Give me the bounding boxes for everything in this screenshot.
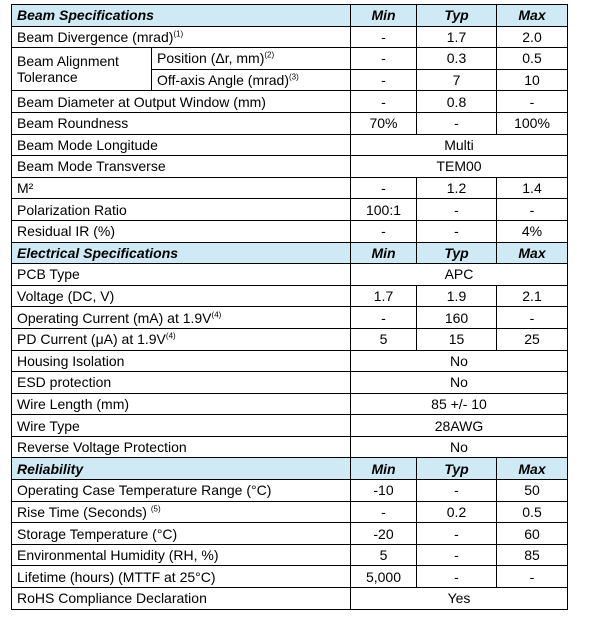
table-row — [12, 26, 568, 48]
table-row — [12, 285, 568, 307]
row-label: Wire Length (mm) — [12, 393, 351, 415]
cell-max: 50 — [497, 480, 568, 502]
section-title: Electrical Specifications — [12, 242, 351, 264]
cell-min: - — [351, 177, 417, 199]
table-row — [12, 588, 568, 610]
cell-min: - — [351, 220, 417, 242]
section-title: Beam Specifications — [12, 5, 351, 27]
row-label: Polarization Ratio — [12, 199, 351, 221]
col-max-header: Max — [497, 458, 568, 480]
cell-min: - — [351, 26, 417, 48]
row-label: Beam Diameter at Output Window (mm) — [12, 91, 351, 113]
table-row — [12, 480, 568, 502]
table-row — [12, 544, 568, 566]
footnote-ref: (1) — [173, 29, 184, 39]
cell-min: - — [351, 91, 417, 113]
cell-typ: - — [417, 523, 497, 545]
col-typ-header: Typ — [417, 242, 497, 264]
table-row — [12, 91, 568, 113]
row-label: PD Current (μA) at $1.9V^{(4)}$ — [12, 328, 351, 350]
cell-typ: 7 — [417, 69, 497, 91]
cell-max: 2.0 — [497, 26, 568, 48]
table-row — [12, 372, 568, 394]
row-label: Beam Mode Transverse — [12, 156, 351, 178]
beam-spec-header — [12, 5, 568, 27]
cell-value: TEM00 — [351, 156, 568, 178]
table-row — [12, 501, 568, 523]
cell-max: 60 — [497, 523, 568, 545]
cell-min: 70% — [351, 112, 417, 134]
cell-min: - — [351, 307, 417, 329]
table-row — [12, 523, 568, 545]
row-label: PCB Type — [12, 264, 351, 286]
table-row — [12, 307, 568, 329]
cell-typ: - — [417, 199, 497, 221]
table-row — [12, 350, 568, 372]
footnote-ref: (5) — [150, 504, 161, 514]
section-title: Reliability — [12, 458, 351, 480]
footnote-ref: (4) — [211, 309, 222, 319]
cell-typ: 1.9 — [417, 285, 497, 307]
row-label: ESD protection — [12, 372, 351, 394]
table-row — [12, 264, 568, 286]
footnote-ref: (2) — [264, 50, 275, 60]
table-row — [12, 156, 568, 178]
col-typ-header: Typ — [417, 458, 497, 480]
row-label: Storage Temperature (°C) — [12, 523, 351, 545]
cell-max: 85 — [497, 544, 568, 566]
row-label: Operating Current (mA) at $1.9V^{(4)}$ — [12, 307, 351, 329]
cell-typ: - — [417, 566, 497, 588]
cell-min: 5 — [351, 544, 417, 566]
cell-min: 1.7 — [351, 285, 417, 307]
cell-value: No — [351, 372, 568, 394]
row-label: Beam Roundness — [12, 112, 351, 134]
cell-value: Multi — [351, 134, 568, 156]
cell-value: Yes — [351, 588, 568, 610]
cell-min: -20 — [351, 523, 417, 545]
cell-typ: - — [417, 544, 497, 566]
row-label: Operating Case Temperature Range (°C) — [12, 480, 351, 502]
cell-min: -10 — [351, 480, 417, 502]
table-row — [12, 220, 568, 242]
row-label: Lifetime (hours) (MTTF at 25°C) — [12, 566, 351, 588]
col-max-header: Max — [497, 5, 568, 27]
cell-typ: 1.2 — [417, 177, 497, 199]
row-label: Reverse Voltage Protection — [12, 436, 351, 458]
table-row — [12, 112, 568, 134]
cell-min: - — [351, 48, 417, 70]
row-label: Wire Type — [12, 415, 351, 437]
cell-max: - — [497, 91, 568, 113]
row-label: Environmental Humidity (RH, %) — [12, 544, 351, 566]
row-label: Rise Time (Seconds) $^{(5)}$ — [12, 501, 351, 523]
cell-max: 4% — [497, 220, 568, 242]
cell-max: 1.4 — [497, 177, 568, 199]
cell-typ: - — [417, 220, 497, 242]
cell-max: - — [497, 199, 568, 221]
col-min-header: Min — [351, 242, 417, 264]
table-row — [12, 566, 568, 588]
cell-min: 100:1 — [351, 199, 417, 221]
cell-typ: 15 — [417, 328, 497, 350]
table-row — [12, 415, 568, 437]
table-row — [12, 199, 568, 221]
row-label: M² — [12, 177, 351, 199]
row-group-label: Beam Alignment Tolerance — [12, 48, 152, 91]
col-min-header: Min — [351, 5, 417, 27]
cell-value: 28AWG — [351, 415, 568, 437]
row-label: Residual IR (%) — [12, 220, 351, 242]
cell-min: 5,000 — [351, 566, 417, 588]
row-label: Beam Mode Longitude — [12, 134, 351, 156]
cell-max: 25 — [497, 328, 568, 350]
table-row — [12, 134, 568, 156]
cell-typ: 160 — [417, 307, 497, 329]
cell-max: 0.5 — [497, 501, 568, 523]
cell-typ: 1.7 — [417, 26, 497, 48]
spec-table — [11, 4, 568, 610]
row-label: Off-axis Angle (mrad)$^{(3)}$ — [152, 69, 351, 91]
cell-max: 0.5 — [497, 48, 568, 70]
col-min-header: Min — [351, 458, 417, 480]
table-row — [12, 177, 568, 199]
cell-typ: - — [417, 480, 497, 502]
cell-min: - — [351, 501, 417, 523]
reliability-header — [12, 458, 568, 480]
cell-max: 2.1 — [497, 285, 568, 307]
table-row — [12, 436, 568, 458]
footnote-ref: (3) — [289, 72, 299, 82]
col-typ-header: Typ — [417, 5, 497, 27]
footnote-ref: (4) — [165, 331, 176, 341]
electrical-spec-header — [12, 242, 568, 264]
table-row — [12, 393, 568, 415]
cell-typ: 0.2 — [417, 501, 497, 523]
cell-typ: 0.8 — [417, 91, 497, 113]
row-label: RoHS Compliance Declaration — [12, 588, 351, 610]
cell-min: - — [351, 69, 417, 91]
cell-value: APC — [351, 264, 568, 286]
row-label: Beam Divergence (mrad)$^{(1)}$ — [12, 26, 351, 48]
table-row — [12, 48, 568, 70]
cell-max: 10 — [497, 69, 568, 91]
cell-min: 5 — [351, 328, 417, 350]
cell-value: No — [351, 350, 568, 372]
cell-typ: 0.3 — [417, 48, 497, 70]
row-label: Voltage (DC, V) — [12, 285, 351, 307]
cell-max: - — [497, 307, 568, 329]
cell-typ: - — [417, 112, 497, 134]
row-label: Housing Isolation — [12, 350, 351, 372]
cell-value: 85 +/- 10 — [351, 393, 568, 415]
cell-max: 100% — [497, 112, 568, 134]
cell-value: No — [351, 436, 568, 458]
row-label: Position (Δr, mm)$^{(2)}$ — [152, 48, 351, 70]
table-row — [12, 328, 568, 350]
col-max-header: Max — [497, 242, 568, 264]
cell-max: - — [497, 566, 568, 588]
